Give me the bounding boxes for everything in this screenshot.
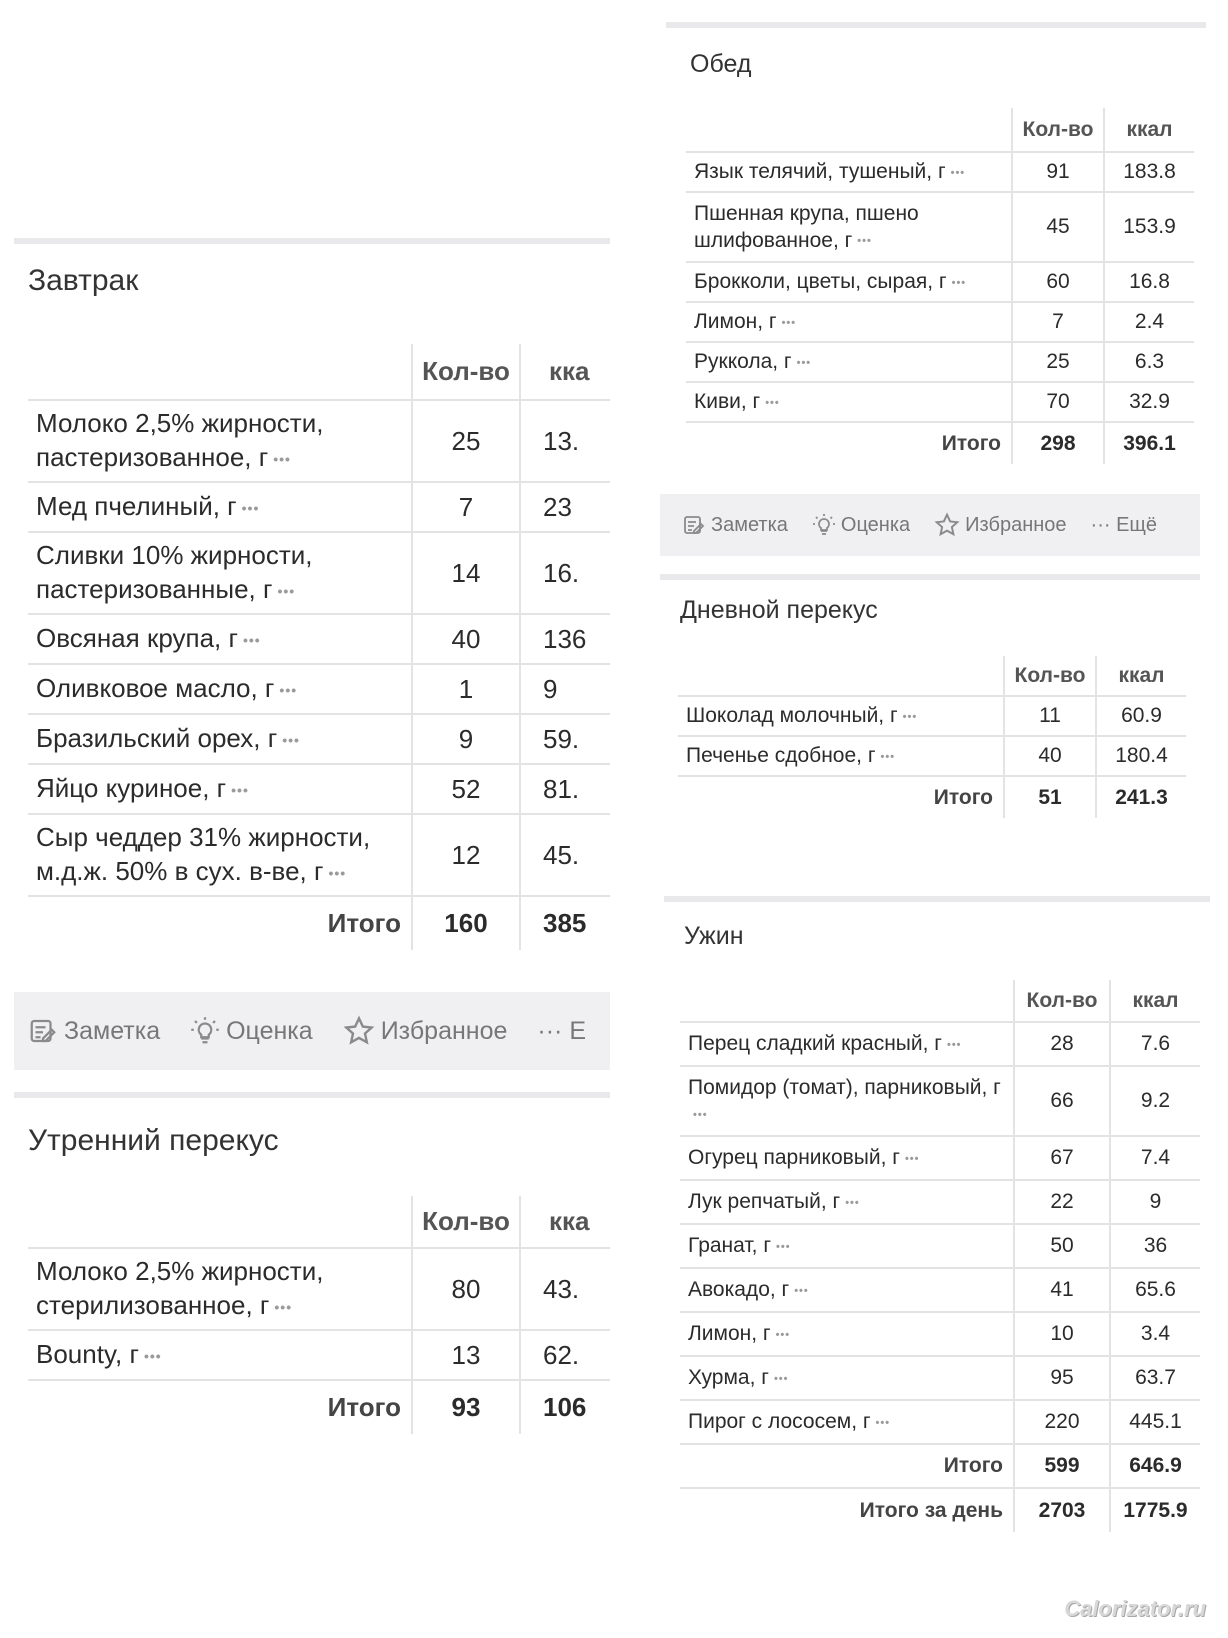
food-kcal: 16.: [520, 532, 610, 614]
food-row[interactable]: [28, 764, 610, 814]
food-qty: 13: [412, 1330, 520, 1380]
food-name: Оливковое масло, г: [36, 673, 275, 704]
kcal-header: ккал: [1104, 108, 1194, 152]
panel-divider: [666, 22, 1206, 28]
food-row[interactable]: [686, 192, 1194, 262]
day-snack-table: [678, 656, 1186, 818]
morning-snack-panel: [14, 1092, 610, 1464]
action-toolbar: [14, 992, 610, 1070]
food-qty: 7: [1012, 302, 1104, 342]
food-row[interactable]: [678, 696, 1186, 736]
food-row[interactable]: [680, 1180, 1200, 1224]
food-qty: 66: [1014, 1066, 1110, 1136]
morning-snack-table: [28, 1196, 610, 1434]
food-kcal: 59.: [520, 714, 610, 764]
total-qty: 298: [1012, 422, 1104, 464]
food-qty: 52: [412, 764, 520, 814]
food-name: Bounty, г: [36, 1339, 139, 1370]
food-row[interactable]: [680, 1400, 1200, 1444]
panel-divider: [660, 574, 1200, 580]
food-name: Пирог с лососем, г: [688, 1410, 871, 1434]
food-row[interactable]: [686, 342, 1194, 382]
food-kcal: 16.8: [1104, 262, 1194, 302]
day-snack-title: Дневной перекус: [680, 596, 878, 624]
food-kcal: 65.6: [1110, 1268, 1200, 1312]
dinner-panel: [664, 896, 1210, 1576]
kcal-header: ккал: [1096, 656, 1186, 696]
more-options-icon[interactable]: •••: [950, 166, 966, 179]
lunch-title: Обед: [690, 50, 752, 78]
rate-button[interactable]: [190, 1016, 313, 1046]
food-kcal: 43.: [520, 1248, 610, 1330]
food-kcal: 7.4: [1110, 1136, 1200, 1180]
food-name: Гранат, г: [688, 1234, 771, 1258]
food-row[interactable]: [680, 1022, 1200, 1066]
note-button[interactable]: [682, 513, 788, 537]
food-qty: 80: [412, 1248, 520, 1330]
food-row[interactable]: [686, 382, 1194, 422]
food-qty: 25: [1012, 342, 1104, 382]
food-row[interactable]: [680, 1136, 1200, 1180]
food-kcal: 2.4: [1104, 302, 1194, 342]
more-options-icon[interactable]: •••: [857, 235, 872, 248]
food-qty: 22: [1014, 1180, 1110, 1224]
qty-header: Кол-во: [1012, 108, 1104, 152]
note-label: Заметка: [64, 1016, 161, 1045]
total-label: Итого: [28, 896, 412, 950]
kcal-header: кка: [520, 344, 610, 400]
total-label: Итого: [686, 422, 1012, 464]
food-kcal: 62.: [520, 1330, 610, 1380]
breakfast-rows: [28, 400, 610, 896]
food-name: Хурма, г: [688, 1366, 769, 1390]
food-name: Лимон, г: [688, 1322, 771, 1346]
lightbulb-icon: [190, 1016, 220, 1046]
total-qty: 160: [412, 896, 520, 950]
food-row[interactable]: [680, 1312, 1200, 1356]
total-label: Итого: [680, 1444, 1014, 1488]
favorite-label: Избранное: [380, 1016, 508, 1045]
food-kcal: 445.1: [1110, 1400, 1200, 1444]
food-qty: 60: [1012, 262, 1104, 302]
day-total-label: Итого за день: [680, 1488, 1014, 1532]
more-button[interactable]: [1091, 514, 1157, 537]
more-options-icon[interactable]: •••: [279, 682, 298, 699]
food-name: Шоколад молочный, г: [686, 704, 898, 728]
action-toolbar: [660, 494, 1200, 556]
more-options-icon[interactable]: •••: [143, 1348, 162, 1365]
food-name: Язык телячий, тушеный, г: [694, 160, 946, 184]
food-qty: 40: [412, 614, 520, 664]
total-kcal: 106: [520, 1380, 610, 1434]
food-kcal: 32.9: [1104, 382, 1194, 422]
more-options-icon[interactable]: •••: [277, 583, 296, 600]
food-row[interactable]: [28, 814, 610, 896]
food-qty: 25: [412, 400, 520, 482]
note-icon: [28, 1016, 58, 1046]
food-name: Сыр чеддер 31% жирности, м.д.ж. 50% в сух. в-ве, г: [36, 822, 371, 886]
food-qty: 10: [1014, 1312, 1110, 1356]
food-row[interactable]: [28, 532, 610, 614]
food-name: Яйцо куриное, г: [36, 773, 227, 804]
food-name: Молоко 2,5% жирности, стерилизованное, г: [36, 1256, 324, 1320]
food-name: Помидор (томат), парниковый, г: [688, 1075, 1001, 1099]
food-row[interactable]: [686, 152, 1194, 192]
food-row[interactable]: [28, 614, 610, 664]
food-row[interactable]: [680, 1268, 1200, 1312]
food-name: Перец сладкий красный, г: [688, 1032, 942, 1056]
qty-header: Кол-во: [412, 344, 520, 400]
food-name: Молоко 2,5% жирности, пастеризованное, г: [36, 408, 324, 472]
total-kcal: 385: [520, 896, 610, 950]
star-icon: [934, 512, 960, 538]
kcal-header: кка: [520, 1196, 610, 1248]
food-name: Лимон, г: [694, 310, 777, 334]
food-name: Бразильский орех, г: [36, 723, 278, 754]
food-qty: 67: [1014, 1136, 1110, 1180]
food-row[interactable]: [686, 262, 1194, 302]
more-options-icon[interactable]: •••: [242, 632, 261, 649]
food-name: Брокколи, цветы, сырая, г: [694, 270, 947, 294]
day-total-qty: 2703: [1014, 1488, 1110, 1532]
breakfast-title: Завтрак: [28, 264, 139, 297]
food-qty: 11: [1004, 696, 1096, 736]
food-kcal: 9: [520, 664, 610, 714]
food-kcal: 36: [1110, 1224, 1200, 1268]
rate-label: Оценка: [840, 513, 911, 536]
food-qty: 45: [1012, 192, 1104, 262]
food-kcal: 183.8: [1104, 152, 1194, 192]
food-row[interactable]: [28, 400, 610, 482]
more-options-icon[interactable]: •••: [693, 1109, 708, 1122]
food-name: Печенье сдобное, г: [686, 744, 876, 768]
more-options-icon[interactable]: •••: [241, 500, 260, 517]
food-row[interactable]: [28, 664, 610, 714]
morning-snack-rows: [28, 1248, 610, 1380]
total-kcal: 241.3: [1096, 776, 1186, 818]
food-qty: 95: [1014, 1356, 1110, 1400]
more-options-icon[interactable]: •••: [776, 1240, 791, 1253]
food-kcal: 3.4: [1110, 1312, 1200, 1356]
star-icon: [343, 1015, 375, 1047]
food-kcal: 60.9: [1096, 696, 1186, 736]
food-name: Пшенная крупа, пшено шлифованное, г: [694, 201, 919, 252]
food-name: Сливки 10% жирности, пастеризованные, г: [36, 540, 313, 604]
food-qty: 50: [1014, 1224, 1110, 1268]
total-label: Итого: [28, 1380, 412, 1434]
food-row[interactable]: [680, 1356, 1200, 1400]
day-snack-rows: [678, 696, 1186, 776]
food-qty: 9: [412, 714, 520, 764]
food-qty: 14: [412, 532, 520, 614]
more-options-icon[interactable]: •••: [273, 451, 291, 468]
favorite-button[interactable]: [343, 1015, 508, 1047]
total-qty: 93: [412, 1380, 520, 1434]
food-row[interactable]: [28, 1330, 610, 1380]
total-label: Итого: [678, 776, 1004, 818]
more-label: ··· Ещё: [1090, 513, 1157, 536]
panel-divider: [14, 238, 610, 244]
qty-header: Кол-во: [1014, 980, 1110, 1022]
food-name: Авокадо, г: [688, 1278, 790, 1302]
day-total-kcal: 1775.9: [1110, 1488, 1200, 1532]
day-snack-panel: [660, 574, 1200, 836]
food-kcal: 23: [520, 482, 610, 532]
note-label: Заметка: [711, 513, 788, 536]
more-options-icon[interactable]: •••: [328, 865, 347, 882]
food-name: Киви, г: [694, 390, 761, 414]
qty-header: Кол-во: [1004, 656, 1096, 696]
breakfast-panel: [14, 238, 610, 960]
more-options-icon[interactable]: •••: [765, 396, 780, 409]
favorite-label: Избранное: [965, 513, 1067, 536]
panel-divider: [14, 1092, 610, 1098]
more-options-icon[interactable]: •••: [902, 710, 918, 723]
food-row[interactable]: [686, 302, 1194, 342]
food-kcal: 180.4: [1096, 736, 1186, 776]
watermark: Calorizator.ru: [1064, 1596, 1206, 1621]
food-row[interactable]: [28, 714, 610, 764]
more-options-icon[interactable]: •••: [951, 276, 967, 289]
food-row[interactable]: [28, 1248, 610, 1330]
more-options-icon[interactable]: •••: [946, 1038, 962, 1051]
food-row[interactable]: [680, 1224, 1200, 1268]
lunch-panel: [666, 22, 1206, 484]
food-row[interactable]: [28, 482, 610, 532]
food-row[interactable]: [680, 1066, 1200, 1136]
kcal-header: ккал: [1110, 980, 1200, 1022]
food-name: Руккола, г: [694, 350, 792, 374]
more-options-icon[interactable]: •••: [775, 1328, 791, 1341]
more-options-icon[interactable]: •••: [845, 1196, 860, 1209]
more-options-icon[interactable]: •••: [880, 750, 896, 763]
more-options-icon[interactable]: •••: [796, 356, 812, 369]
food-qty: 28: [1014, 1022, 1110, 1066]
more-options-icon[interactable]: •••: [231, 782, 249, 799]
total-kcal: 646.9: [1110, 1444, 1200, 1488]
food-kcal: 81.: [520, 764, 610, 814]
more-options-icon[interactable]: •••: [904, 1152, 920, 1165]
lightbulb-icon: [812, 513, 836, 537]
food-qty: 70: [1012, 382, 1104, 422]
rate-button[interactable]: [812, 513, 910, 537]
food-name: Мед пчелиный, г: [36, 491, 237, 522]
dinner-title: Ужин: [684, 922, 744, 950]
dinner-table: [680, 980, 1200, 1532]
food-kcal: 6.3: [1104, 342, 1194, 382]
note-button[interactable]: [28, 1016, 160, 1046]
more-options-icon[interactable]: •••: [274, 1299, 293, 1316]
more-options-icon[interactable]: •••: [773, 1372, 789, 1385]
lunch-rows: [686, 152, 1194, 422]
food-qty: 7: [412, 482, 520, 532]
morning-snack-title: Утренний перекус: [28, 1124, 279, 1157]
favorite-button[interactable]: [934, 512, 1066, 538]
food-kcal: 9.2: [1110, 1066, 1200, 1136]
food-kcal: 45.: [520, 814, 610, 896]
panel-divider: [664, 896, 1210, 902]
dinner-rows: [680, 1022, 1200, 1444]
food-kcal: 9: [1110, 1180, 1200, 1224]
more-options-icon[interactable]: •••: [781, 316, 797, 329]
food-qty: 91: [1012, 152, 1104, 192]
breakfast-table: [28, 344, 610, 950]
food-name: Огурец парниковый, г: [688, 1146, 900, 1170]
rate-label: Оценка: [226, 1016, 313, 1045]
total-kcal: 396.1: [1104, 422, 1194, 464]
food-qty: 41: [1014, 1268, 1110, 1312]
food-qty: 12: [412, 814, 520, 896]
total-qty: 599: [1014, 1444, 1110, 1488]
food-kcal: 136: [520, 614, 610, 664]
food-kcal: 153.9: [1104, 192, 1194, 262]
food-row[interactable]: [678, 736, 1186, 776]
food-kcal: 13.: [520, 400, 610, 482]
qty-header: Кол-во: [412, 1196, 520, 1248]
more-options-icon[interactable]: •••: [875, 1416, 891, 1429]
food-qty: 220: [1014, 1400, 1110, 1444]
more-options-icon[interactable]: •••: [282, 732, 300, 749]
more-button[interactable]: [537, 1017, 586, 1046]
more-options-icon[interactable]: •••: [794, 1284, 809, 1297]
more-label: ··· Е: [537, 1016, 587, 1045]
food-name: Лук репчатый, г: [688, 1190, 841, 1214]
food-qty: 1: [412, 664, 520, 714]
food-name: Овсяная крупа, г: [36, 623, 238, 654]
food-qty: 40: [1004, 736, 1096, 776]
food-kcal: 63.7: [1110, 1356, 1200, 1400]
lunch-table: [686, 108, 1194, 464]
note-icon: [682, 513, 706, 537]
food-kcal: 7.6: [1110, 1022, 1200, 1066]
total-qty: 51: [1004, 776, 1096, 818]
